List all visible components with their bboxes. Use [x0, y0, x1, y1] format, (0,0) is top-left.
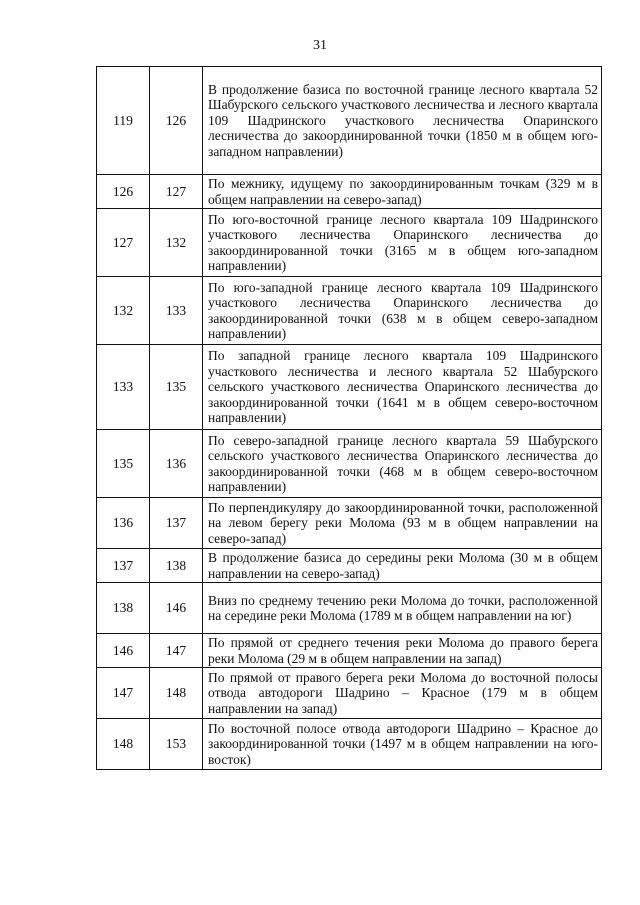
- boundary-description-cell: По прямой от правого берега реки Молома до восточной полосы отвода автодороги Шадрино – Красное (179 м в общем направлении на запад): [203, 668, 602, 719]
- point-from-cell: 127: [97, 209, 150, 277]
- point-to-cell: 126: [150, 67, 203, 175]
- boundary-description-cell: По юго-восточной границе лесного квартала 109 Шадринского участкового лесничества Опаринского лесничества до закоординированной точки (3165 м в общем юго-западном направлении): [203, 209, 602, 277]
- boundary-description-cell: Вниз по среднему течению реки Молома до точки, расположенной на середине реки Молома (1789 м в общем направлении на юг): [203, 583, 602, 634]
- boundary-description-cell: В продолжение базиса до середины реки Молома (30 м в общем направлении на северо-запад): [203, 549, 602, 583]
- table-row: [97, 430, 602, 498]
- page-number: 31: [313, 38, 327, 53]
- point-to-cell: 135: [150, 345, 203, 430]
- table-row: [97, 719, 602, 770]
- table-row: [97, 67, 602, 175]
- point-from-cell: 135: [97, 430, 150, 498]
- point-from-cell: 137: [97, 549, 150, 583]
- table-row: [97, 498, 602, 549]
- table-row: [97, 634, 602, 668]
- point-to-cell: 133: [150, 277, 203, 345]
- boundary-description-cell: По восточной полосе отвода автодороги Шадрино – Красное до закоординированной точки (1497 м в общем направлении на юго-восток): [203, 719, 602, 770]
- point-from-cell: 136: [97, 498, 150, 549]
- table-row: [97, 583, 602, 634]
- boundary-description-table: [96, 66, 602, 770]
- boundary-description-cell: По перпендикуляру до закоординированной точки, расположенной на левом берегу реки Молома (93 м в общем направлении на северо-запад): [203, 498, 602, 549]
- point-from-cell: 119: [97, 67, 150, 175]
- point-from-cell: 147: [97, 668, 150, 719]
- boundary-description-cell: По межнику, идущему по закоординированным точкам (329 м в общем направлении на северо-запад): [203, 175, 602, 209]
- point-to-cell: 146: [150, 583, 203, 634]
- point-from-cell: 148: [97, 719, 150, 770]
- table-row: [97, 209, 602, 277]
- point-from-cell: 126: [97, 175, 150, 209]
- point-from-cell: 146: [97, 634, 150, 668]
- point-to-cell: 147: [150, 634, 203, 668]
- point-from-cell: 132: [97, 277, 150, 345]
- point-to-cell: 153: [150, 719, 203, 770]
- table-row: [97, 345, 602, 430]
- boundary-description-cell: По западной границе лесного квартала 109 Шадринского участкового лесничества и лесного квартала 52 Шабурского сельского участкового лесничества Опаринского лесничества до закоординированной точки (1641 м в общем северо-восточном направлении): [203, 345, 602, 430]
- point-to-cell: 148: [150, 668, 203, 719]
- table-row: [97, 175, 602, 209]
- boundary-description-cell: По прямой от среднего течения реки Молома до правого берега реки Молома (29 м в общем направлении на запад): [203, 634, 602, 668]
- point-to-cell: 137: [150, 498, 203, 549]
- point-from-cell: 133: [97, 345, 150, 430]
- point-to-cell: 138: [150, 549, 203, 583]
- boundary-description-cell: По юго-западной границе лесного квартала 109 Шадринского участкового лесничества Опаринского лесничества до закоординированной точки (638 м в общем северо-западном направлении): [203, 277, 602, 345]
- point-from-cell: 138: [97, 583, 150, 634]
- table-row: [97, 668, 602, 719]
- table-row: [97, 549, 602, 583]
- point-to-cell: 136: [150, 430, 203, 498]
- point-to-cell: 132: [150, 209, 203, 277]
- point-to-cell: 127: [150, 175, 203, 209]
- boundary-description-cell: По северо-западной границе лесного квартала 59 Шабурского сельского участкового лесничества Опаринского лесничества до закоординированной точки (468 м в общем северо-восточном направлении): [203, 430, 602, 498]
- boundary-description-cell: В продолжение базиса по восточной границе лесного квартала 52 Шабурского сельского участкового лесничества и лесного квартала 109 Шадринского участкового лесничества Опаринского лесничества до закоординированной точки (1850 м в общем юго-западном направлении): [203, 67, 602, 175]
- table-body: [97, 67, 602, 770]
- table-row: [97, 277, 602, 345]
